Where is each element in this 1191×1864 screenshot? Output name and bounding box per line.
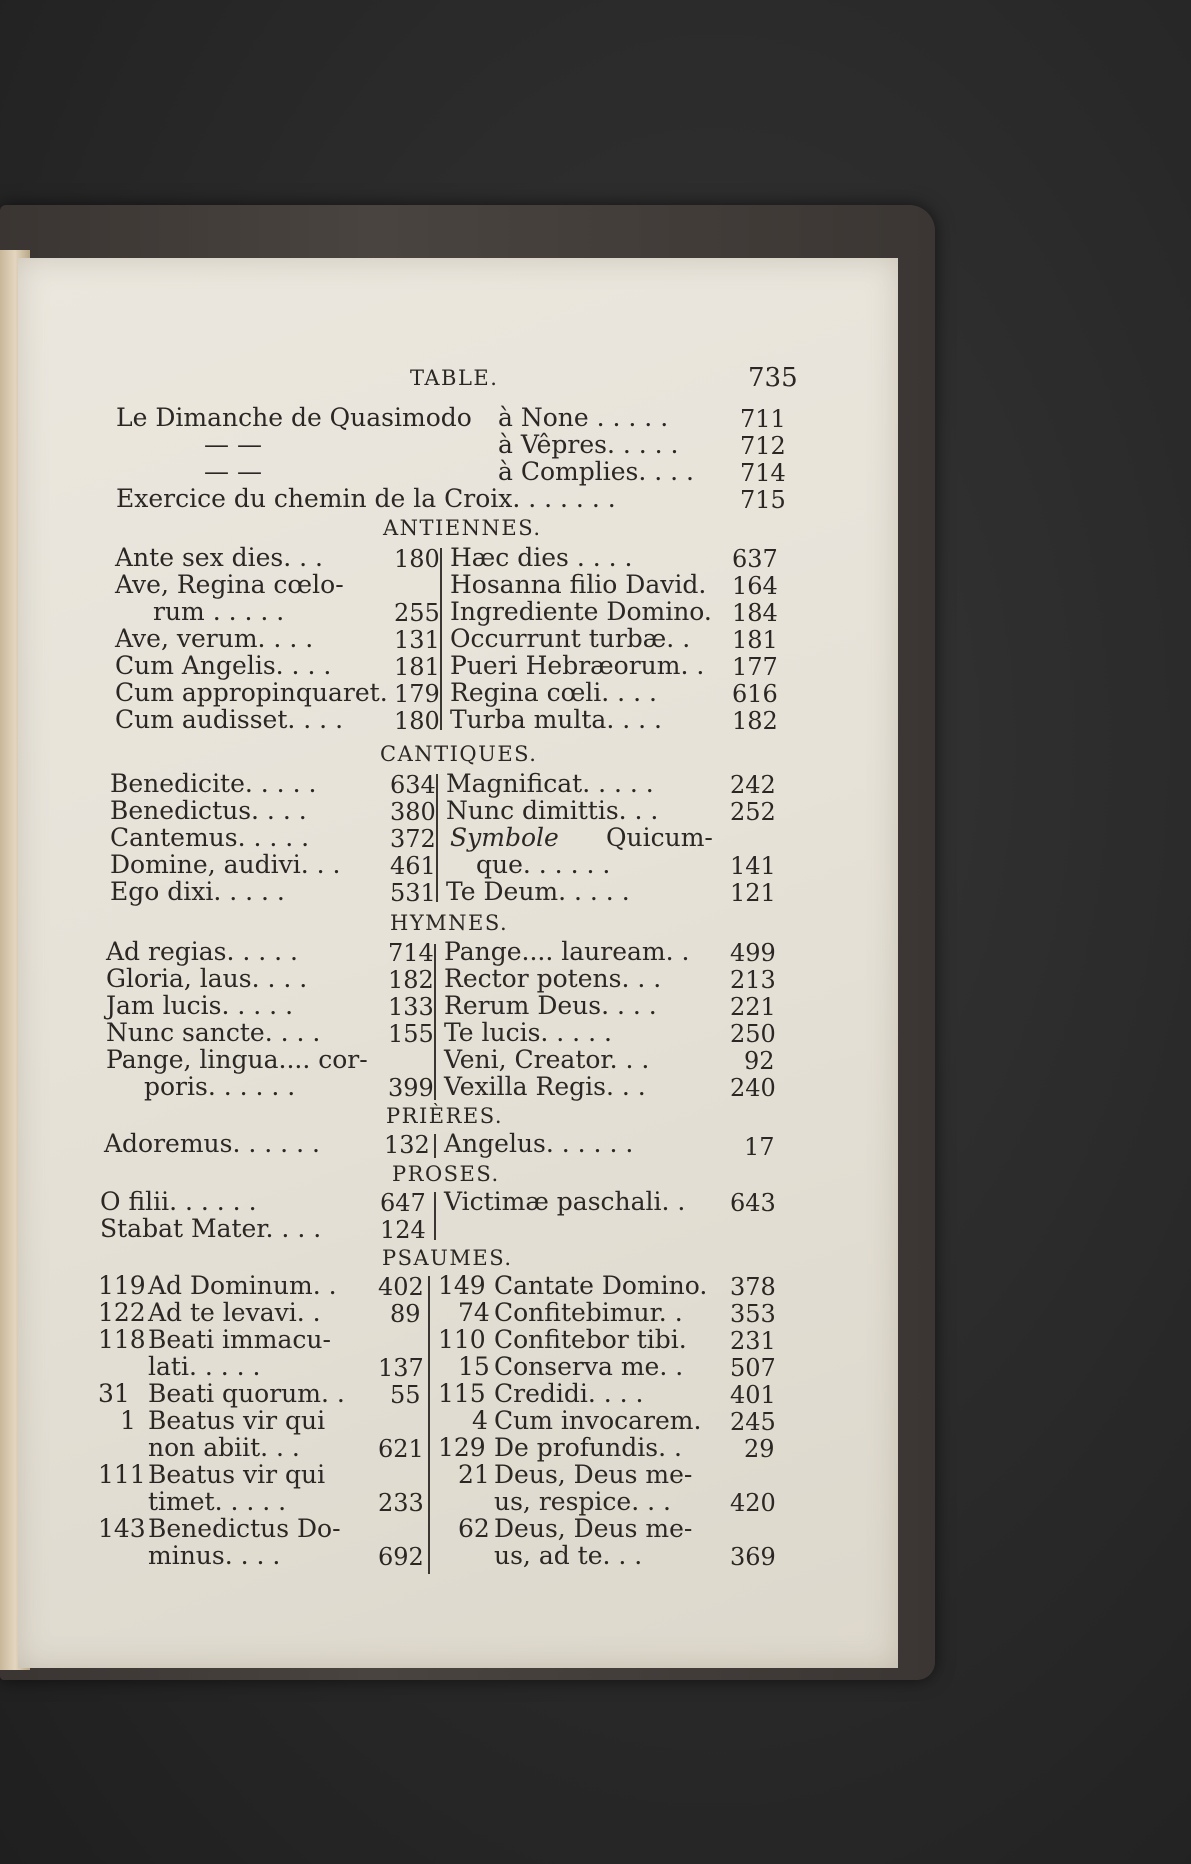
entry-page: 179	[394, 680, 440, 708]
entry-label: Deus, Deus me-	[494, 1460, 693, 1489]
entry-page: 213	[730, 966, 776, 994]
entry-page: 92	[744, 1047, 775, 1075]
section-heading: PRIÈRES.	[386, 1104, 504, 1128]
entry-label: Hæc dies . . . .	[450, 543, 633, 572]
entry-label: Stabat Mater. . . .	[100, 1214, 322, 1243]
entry-page: 240	[730, 1074, 776, 1102]
psalm-number: 111	[98, 1460, 146, 1489]
column-rule	[434, 1134, 436, 1158]
column-rule	[434, 1192, 436, 1240]
entry-page: 164	[732, 572, 778, 600]
entry-label: Cum audisset. . . .	[115, 705, 344, 734]
entry-page: 250	[730, 1020, 776, 1048]
entry-label: Cum Angelis. . . .	[115, 651, 332, 680]
entry-label: us, respice. . .	[494, 1487, 671, 1516]
entry-page: 378	[730, 1273, 776, 1301]
page-title: TABLE.	[410, 366, 499, 390]
entry-label: Beati immacu-	[148, 1325, 331, 1354]
entry-label: Cum appropinquaret.	[115, 678, 388, 707]
psalm-number: 149	[438, 1271, 486, 1300]
entry-page: 714	[740, 459, 786, 487]
entry-label: Turba multa. . . .	[450, 705, 662, 734]
psalm-number: 119	[98, 1271, 146, 1300]
psalm-number: 110	[438, 1325, 486, 1354]
section-heading: PROSES.	[392, 1162, 500, 1186]
entry-label: Nunc sancte. . . .	[106, 1018, 321, 1047]
psalm-number: 143	[98, 1514, 146, 1543]
entry-label: Nunc dimittis. . .	[446, 796, 659, 825]
entry-label: minus. . . .	[148, 1541, 281, 1570]
entry-page: 89	[390, 1300, 421, 1328]
entry-label: Ad te levavi. .	[148, 1298, 321, 1327]
entry-page: 221	[730, 993, 776, 1021]
entry-page: 634	[390, 771, 436, 799]
entry-label: à Vêpres. . . . .	[498, 430, 679, 459]
entry-page: 531	[390, 879, 436, 907]
entry-label: Beati quorum. .	[148, 1379, 345, 1408]
psalm-number: 4	[472, 1406, 488, 1435]
entry-label: Angelus. . . . . .	[444, 1129, 634, 1158]
psalm-number: 122	[98, 1298, 146, 1327]
entry-label: — —	[204, 457, 262, 486]
entry-label: rum . . . . .	[153, 597, 285, 626]
entry-page: 380	[390, 798, 436, 826]
entry-page: 180	[394, 707, 440, 735]
section-heading: CANTIQUES.	[380, 742, 538, 766]
entry-label: Symbole	[450, 823, 559, 852]
entry-page: 711	[740, 405, 786, 433]
entry-label: Cantate Domino.	[494, 1271, 708, 1300]
entry-label: Cantemus. . . . .	[110, 823, 310, 852]
entry-page: 461	[390, 852, 436, 880]
psalm-number: 62	[458, 1514, 490, 1543]
psalm-number: 118	[98, 1325, 146, 1354]
entry-label: Credidi. . . .	[494, 1379, 644, 1408]
column-rule	[436, 774, 438, 902]
entry-label: us, ad te. . .	[494, 1541, 643, 1570]
entry-page: 177	[732, 653, 778, 681]
entry-page: 180	[394, 545, 440, 573]
entry-label: Ego dixi. . . . .	[110, 877, 285, 906]
entry-label: Le Dimanche de Quasimodo	[116, 403, 472, 432]
entry-label: Victimæ paschali. .	[444, 1187, 686, 1216]
entry-label: Benedictus Do-	[148, 1514, 341, 1543]
entry-label: Beatus vir qui	[148, 1406, 326, 1435]
entry-page: 231	[730, 1327, 776, 1355]
entry-label: Benedicite. . . . .	[110, 769, 317, 798]
entry-page: 420	[730, 1489, 776, 1517]
entry-page: 369	[730, 1543, 776, 1571]
entry-page: 55	[390, 1381, 421, 1409]
entry-label: Pange.... lauream. .	[444, 937, 690, 966]
entry-page: 712	[740, 432, 786, 460]
entry-page: 182	[388, 966, 434, 994]
entry-label: Pueri Hebræorum. .	[450, 651, 705, 680]
entry-page: 647	[380, 1189, 426, 1217]
entry-label: poris. . . . . .	[144, 1072, 296, 1101]
column-rule	[434, 944, 436, 1100]
section-heading: ANTIENNES.	[383, 516, 542, 540]
psalm-number: 21	[458, 1460, 490, 1489]
entry-page: 233	[378, 1489, 424, 1517]
entry-page: 131	[394, 626, 440, 654]
entry-label: Ave, verum. . . .	[115, 624, 314, 653]
section-heading: PSAUMES.	[382, 1246, 513, 1270]
column-rule	[440, 548, 442, 730]
entry-page: 184	[732, 599, 778, 627]
entry-label: Rector potens. . .	[444, 964, 662, 993]
psalm-number: 15	[458, 1352, 490, 1381]
entry-label: lati. . . . .	[148, 1352, 261, 1381]
column-rule	[428, 1276, 430, 1574]
entry-page: 616	[732, 680, 778, 708]
entry-page: 121	[730, 879, 776, 907]
entry-label: Veni, Creator. . .	[444, 1045, 650, 1074]
psalm-number: 129	[438, 1433, 486, 1462]
entry-page: 182	[732, 707, 778, 735]
entry-label: Confitebor tibi.	[494, 1325, 687, 1354]
entry-page: 132	[384, 1131, 430, 1159]
entry-label: Te lucis. . . . .	[444, 1018, 612, 1047]
entry-label: Adoremus. . . . . .	[104, 1129, 320, 1158]
entry-label: Benedictus. . . .	[110, 796, 307, 825]
entry-page: 137	[378, 1354, 424, 1382]
entry-page: 499	[730, 939, 776, 967]
entry-label: Cum invocarem.	[494, 1406, 702, 1435]
entry-page: 353	[730, 1300, 776, 1328]
entry-page: 715	[740, 486, 786, 514]
entry-page: 181	[732, 626, 778, 654]
entry-page: 155	[388, 1020, 434, 1048]
entry-page: 372	[390, 825, 436, 853]
entry-label: O filii. . . . . .	[100, 1187, 257, 1216]
entry-label: Gloria, laus. . . .	[106, 964, 308, 993]
entry-label: Rerum Deus. . . .	[444, 991, 657, 1020]
entry-label: Occurrunt turbæ. .	[450, 624, 691, 653]
entry-label: à Complies. . . .	[498, 457, 694, 486]
entry-page: 402	[378, 1273, 424, 1301]
entry-label: Domine, audivi. . .	[110, 850, 341, 879]
entry-page: 399	[388, 1074, 434, 1102]
entry-label: Ad Dominum. .	[148, 1271, 337, 1300]
entry-page: 29	[744, 1435, 775, 1463]
entry-label: Beatus vir qui	[148, 1460, 326, 1489]
entry-page: 242	[730, 771, 776, 799]
entry-page: 507	[730, 1354, 776, 1382]
entry-label: Conserva me. .	[494, 1352, 684, 1381]
entry-page: 643	[730, 1189, 776, 1217]
entry-label: que. . . . . .	[476, 850, 611, 879]
entry-label: De profundis. .	[494, 1433, 682, 1462]
entry-label: Jam lucis. . . . .	[106, 991, 294, 1020]
entry-label: — —	[204, 430, 262, 459]
entry-page: 401	[730, 1381, 776, 1409]
entry-label: Ante sex dies. . .	[115, 543, 323, 572]
entry-page: 252	[730, 798, 776, 826]
entry-label: Pange, lingua.... cor-	[106, 1045, 368, 1074]
entry-label: Magnificat. . . . .	[446, 769, 654, 798]
section-heading: HYMNES.	[390, 911, 509, 935]
entry-label: timet. . . . .	[148, 1487, 287, 1516]
page-number: 735	[748, 363, 798, 393]
psalm-number: 74	[458, 1298, 490, 1327]
entry-page: 17	[744, 1133, 775, 1161]
entry-label: Quicum-	[606, 823, 713, 852]
entry-page: 124	[380, 1216, 426, 1244]
psalm-number: 31	[98, 1379, 130, 1408]
entry-page: 637	[732, 545, 778, 573]
entry-label: à None . . . . .	[498, 403, 669, 432]
entry-page: 133	[388, 993, 434, 1021]
entry-page: 255	[394, 599, 440, 627]
entry-page: 181	[394, 653, 440, 681]
entry-label: Deus, Deus me-	[494, 1514, 693, 1543]
entry-label: Vexilla Regis. . .	[444, 1072, 646, 1101]
entry-label: non abiit. . .	[148, 1433, 300, 1462]
entry-label: Hosanna filio David.	[450, 570, 707, 599]
entry-page: 714	[388, 939, 434, 967]
page-content	[18, 258, 898, 1668]
entry-label: Ave, Regina cœlo-	[115, 570, 344, 599]
entry-label: Ad regias. . . . .	[106, 937, 299, 966]
entry-label: Exercice du chemin de la Croix. . . . . . .	[116, 484, 616, 513]
psalm-number: 115	[438, 1379, 486, 1408]
entry-page: 621	[378, 1435, 424, 1463]
entry-label: Te Deum. . . . .	[446, 877, 630, 906]
entry-label: Regina cœli. . . .	[450, 678, 657, 707]
entry-page: 141	[730, 852, 776, 880]
entry-label: Ingrediente Domino.	[450, 597, 712, 626]
psalm-number: 1	[120, 1406, 136, 1435]
entry-page: 245	[730, 1408, 776, 1436]
entry-page: 692	[378, 1543, 424, 1571]
entry-label: Confitebimur. .	[494, 1298, 683, 1327]
